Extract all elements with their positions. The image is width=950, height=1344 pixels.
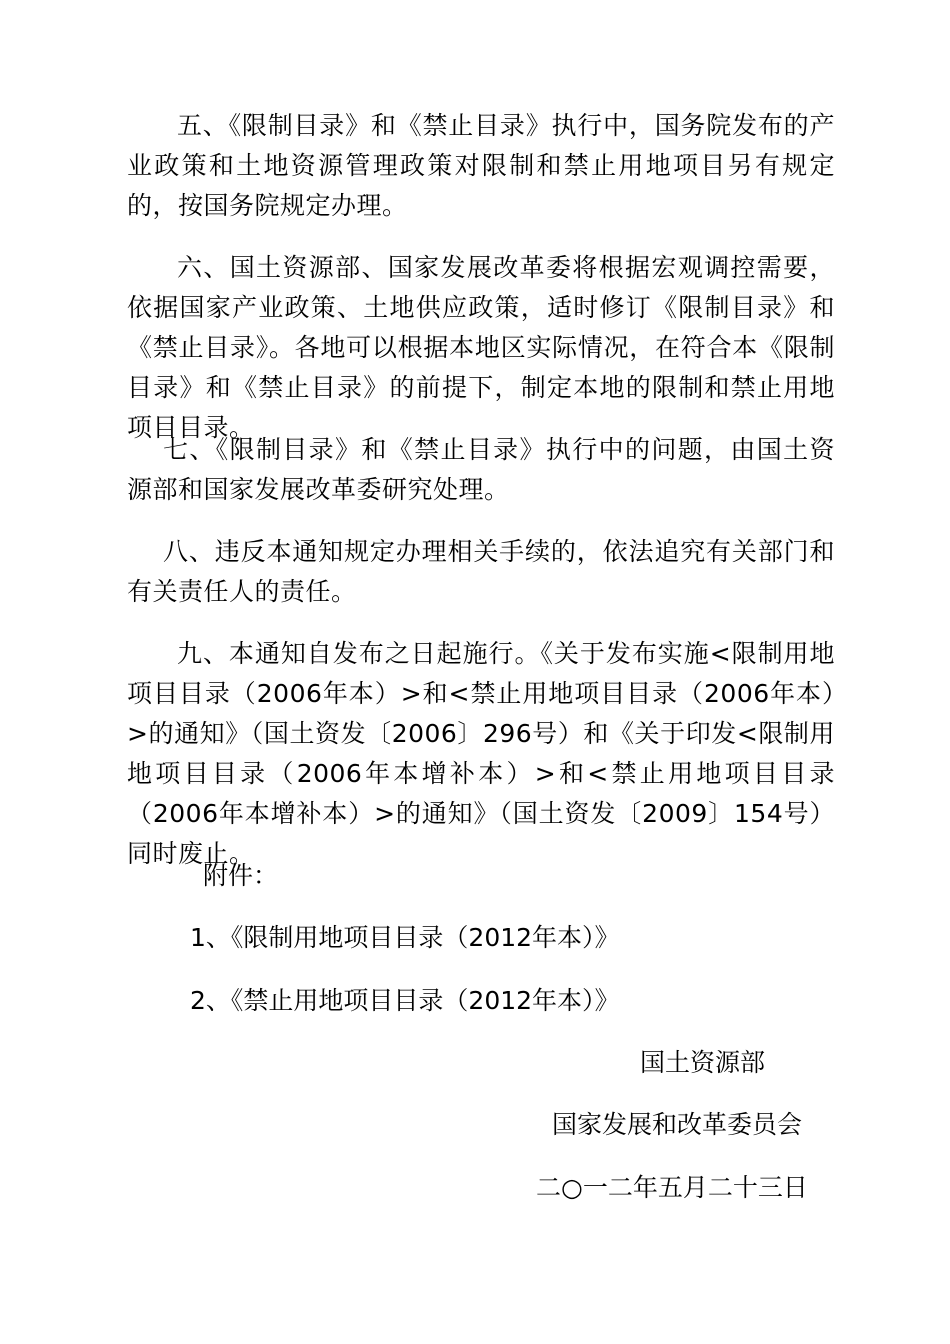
- paragraph-7: 七、《限制目录》和《禁止目录》执行中的问题，由国土资源部和国家发展改革委研究处理。: [127, 435, 835, 504]
- paragraph-5: 五、《限制目录》和《禁止目录》执行中，国务院发布的产业政策和土地资源管理政策对限制和禁止用地项目另有规定的，按国务院规定办理。: [127, 111, 835, 220]
- signature-ministry-land: 国土资源部: [640, 1048, 766, 1077]
- attachment-item-2: 2、《禁止用地项目目录（2012年本）》: [190, 986, 620, 1015]
- signature-ndrc: 国家发展和改革委员会: [552, 1110, 803, 1139]
- paragraph-9: 九、本通知自发布之日起施行。《关于发布实施<限制用地项目目录（2006年本）>和<禁止用地项目目录（2006年本）>的通知》（国土资发〔2006〕296号）和《关于印发<限制用地项目目录（2006年本增补本）>和<禁止用地项目目录（2006年本增补本）>的通知》（国土资发〔2009〕154号）同时废止。: [127, 639, 835, 868]
- paragraph-6: 六、国土资源部、国家发展改革委将根据宏观调控需要，依据国家产业政策、土地供应政策，适时修订《限制目录》和《禁止目录》。各地可以根据本地区实际情况，在符合本《限制目录》和《禁止目录》的前提下，制定本地的限制和禁止用地项目目录。: [127, 253, 835, 442]
- attachment-item-1: 1、《限制用地项目目录（2012年本）》: [190, 923, 620, 952]
- document-date: 二○一二年五月二十三日: [536, 1173, 808, 1202]
- paragraph-8: 八、违反本通知规定办理相关手续的，依法追究有关部门和有关责任人的责任。: [127, 537, 835, 606]
- attachments-label: 附件：: [203, 861, 279, 890]
